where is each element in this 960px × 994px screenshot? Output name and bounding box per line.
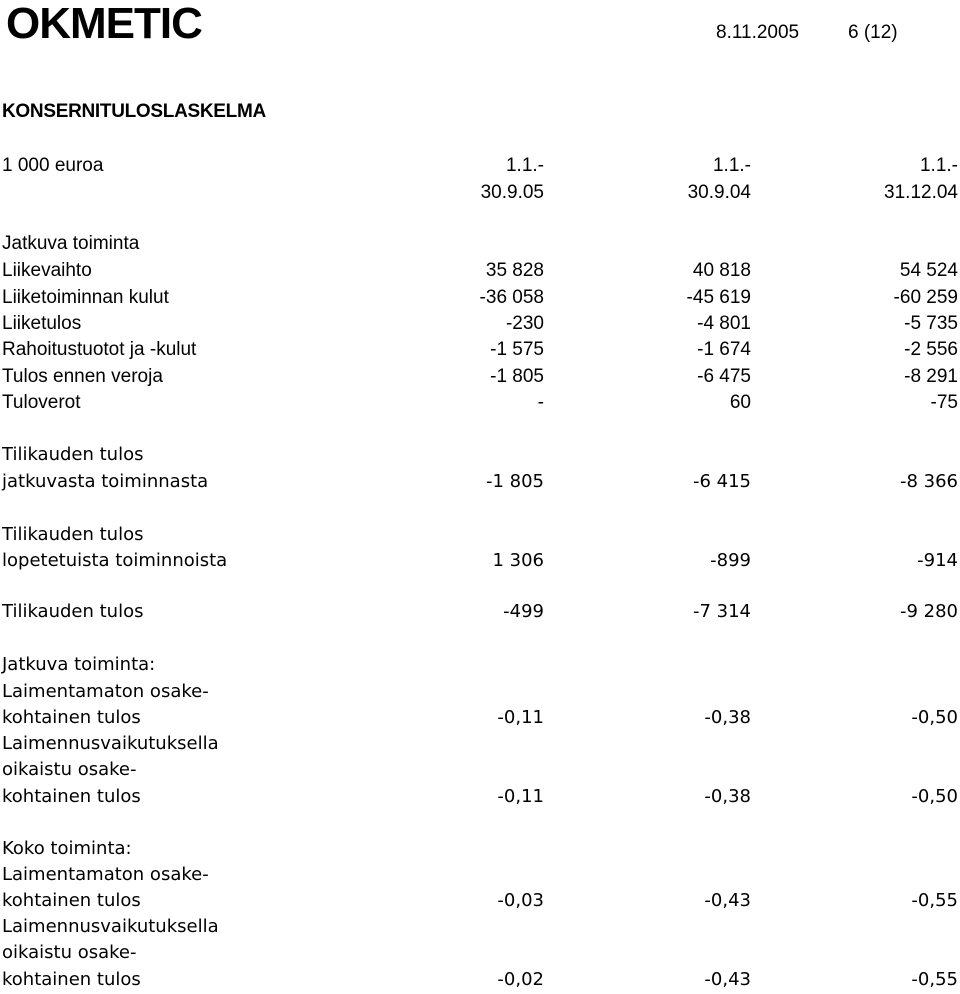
table-row [0, 311, 960, 337]
document-date: 8.11.2005 [716, 22, 800, 43]
row-value-col2: -0,38 [704, 707, 751, 728]
table-row [0, 364, 960, 390]
okmetic-logo [6, 2, 234, 42]
row-value-col2: -4 801 [697, 313, 751, 334]
row-label: kohtainen tulos [2, 786, 141, 807]
row-label: Tilikauden tulos [2, 524, 144, 545]
col3-header-line2: 31.12.04 [884, 182, 958, 203]
row-value-col3: -9 280 [899, 601, 958, 622]
page-title: KONSERNITULOSLASKELMA [2, 101, 266, 122]
table-row [0, 599, 960, 625]
row-value-col1: -499 [503, 601, 544, 622]
row-value-col2: 40 818 [692, 260, 751, 281]
table-row [0, 231, 960, 257]
row-value-col2: -7 314 [692, 601, 751, 622]
table-row [0, 784, 960, 810]
column-header-row-1 [0, 153, 960, 179]
row-value-col3: -0,55 [911, 969, 958, 990]
table-row [0, 652, 960, 678]
table-row [0, 522, 960, 548]
row-value-col1: 1 306 [492, 550, 544, 571]
table-row [0, 705, 960, 731]
row-label: oikaistu osake- [2, 759, 137, 780]
col1-header-line1: 1.1.- [505, 155, 544, 176]
row-value-col2: -899 [710, 550, 751, 571]
col2-header-line2: 30.9.04 [687, 182, 751, 203]
row-label: lopetetuista toiminnoista [2, 550, 228, 571]
row-label: Liiketoiminnan kulut [2, 287, 169, 308]
row-value-col1: -230 [505, 313, 544, 334]
row-value-col1: -0,11 [497, 786, 544, 807]
row-label: Liiketulos [2, 313, 82, 334]
col3-header-line1: 1.1.- [919, 155, 958, 176]
row-label: jatkuvasta toiminnasta [2, 471, 209, 492]
row-value-col1: - [537, 392, 544, 413]
row-label: kohtainen tulos [2, 707, 141, 728]
row-label: Jatkuva toiminta: [2, 654, 156, 675]
row-label: Laimennusvaikutuksella [2, 733, 219, 754]
row-label: Tulos ennen veroja [2, 366, 163, 387]
table-row [0, 888, 960, 914]
row-label: oikaistu osake- [2, 942, 137, 963]
row-label: Laimentamaton osake- [2, 681, 209, 702]
table-row [0, 757, 960, 783]
row-label: Jatkuva toiminta [2, 233, 140, 254]
row-value-col1: -1 805 [485, 471, 544, 492]
row-value-col3: -5 735 [904, 313, 958, 334]
row-value-col2: -6 475 [697, 366, 751, 387]
row-value-col1: 35 828 [485, 260, 544, 281]
table-row [0, 679, 960, 705]
row-value-col3: -0,55 [911, 890, 958, 911]
row-value-col1: -1 575 [490, 339, 544, 360]
table-row [0, 337, 960, 363]
row-value-col1: -0,03 [497, 890, 544, 911]
row-label: Koko toiminta: [2, 838, 132, 859]
row-value-col2: -45 619 [686, 287, 751, 308]
table-row [0, 836, 960, 862]
row-label: Tuloverot [2, 392, 81, 413]
row-label: kohtainen tulos [2, 890, 141, 911]
row-label: Laimentamaton osake- [2, 864, 209, 885]
row-value-col2: -6 415 [692, 471, 751, 492]
row-value-col3: -914 [917, 550, 958, 571]
table-row [0, 442, 960, 468]
row-value-col3: -2 556 [904, 339, 958, 360]
row-value-col3: -0,50 [911, 707, 958, 728]
row-value-col2: -0,38 [704, 786, 751, 807]
row-label: Laimennusvaikutuksella [2, 916, 219, 937]
page-number: 6 (12) [848, 22, 898, 43]
row-label: kohtainen tulos [2, 969, 141, 990]
table-row [0, 285, 960, 311]
svg-text:OKMETIC: OKMETIC [6, 2, 202, 42]
row-value-col1: -36 058 [479, 287, 544, 308]
row-value-col1: -0,11 [497, 707, 544, 728]
row-value-col3: 54 524 [899, 260, 958, 281]
row-value-col2: 60 [729, 392, 751, 413]
table-row [0, 548, 960, 574]
table-row [0, 862, 960, 888]
row-value-col1: -0,02 [497, 969, 544, 990]
row-label: Rahoitustuotot ja -kulut [2, 339, 197, 360]
table-row [0, 469, 960, 495]
row-value-col3: -8 366 [899, 471, 958, 492]
unit-label: 1 000 euroa [2, 155, 104, 176]
table-row [0, 390, 960, 416]
row-value-col2: -0,43 [704, 890, 751, 911]
row-value-col3: -75 [930, 392, 958, 413]
row-label: Tilikauden tulos [2, 444, 144, 465]
row-label: Liikevaihto [2, 260, 92, 281]
table-row [0, 731, 960, 757]
col1-header-line2: 30.9.05 [480, 182, 544, 203]
row-value-col3: -0,50 [911, 786, 958, 807]
row-value-col1: -1 805 [490, 366, 544, 387]
column-header-row-2 [0, 180, 960, 206]
row-value-col2: -1 674 [697, 339, 751, 360]
row-value-col2: -0,43 [704, 969, 751, 990]
row-label: Tilikauden tulos [2, 601, 144, 622]
table-row [0, 258, 960, 284]
table-row [0, 967, 960, 993]
table-row [0, 914, 960, 940]
col2-header-line1: 1.1.- [712, 155, 751, 176]
row-value-col3: -60 259 [893, 287, 958, 308]
table-row [0, 940, 960, 966]
row-value-col3: -8 291 [904, 366, 958, 387]
